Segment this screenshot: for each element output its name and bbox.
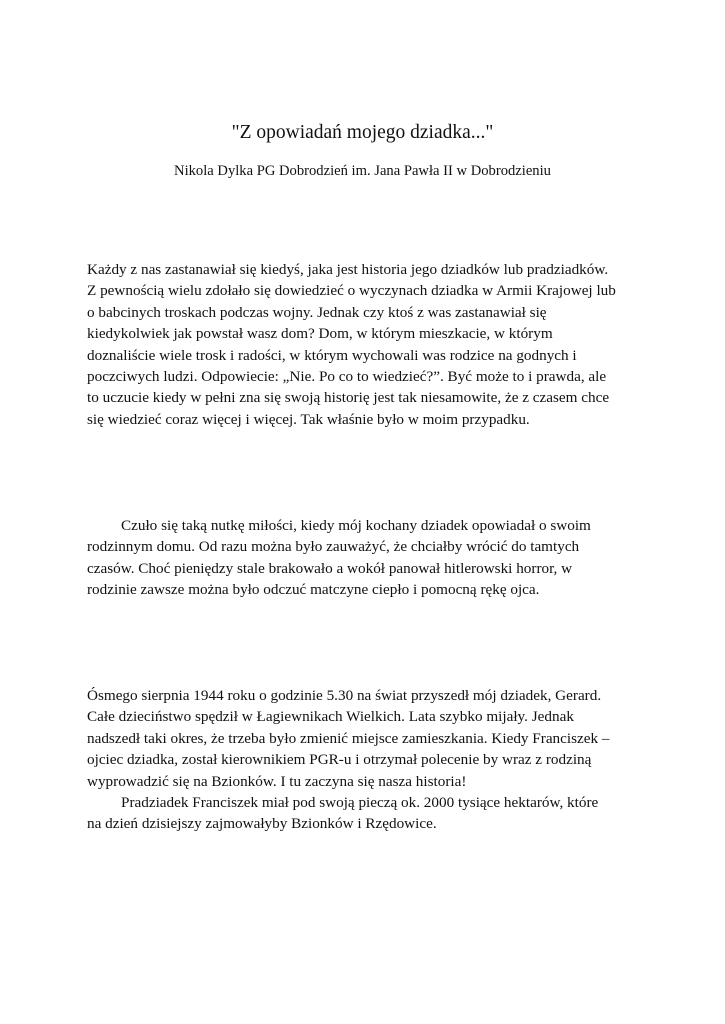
text-line: na dzień dzisiejszy zajmowałyby Bzionków i Rzędowice.	[87, 815, 437, 833]
author-line: Nikola Dylka PG Dobrodzień im. Jana Pawła II w Dobrodzieniu	[174, 163, 551, 179]
text-line: to uczucie kiedy w pełni zna się swoją historię jest tak niesamowite, że z czasem chce	[87, 389, 610, 407]
text-line: czasów. Choć pieniędzy stale brakowało a wokół panował hitlerowski horror, w	[87, 559, 573, 577]
text-line: poczciwych ludzi. Odpowiecie: „Nie. Po co to wiedzieć?”. Być może to i prawda, ale	[87, 368, 607, 386]
text-line: o babcinych troskach podczas wojny. Jednak czy ktoś z was zastanawiał się	[87, 303, 547, 321]
paragraph-history	[87, 685, 647, 835]
text-line: Każdy z nas zastanawiał się kiedyś, jaka jest historia jego dziadków lub pradziadków.	[87, 261, 609, 278]
paragraph-intro	[87, 259, 647, 430]
text-line: Ósmego sierpnia 1944 roku o godzinie 5.30 na świat przyszedł mój dziadek, Gerard.	[87, 687, 602, 704]
text-line: doznaliście wiele trosk i radości, w którym wychowali was rodzice na godnych i	[87, 346, 577, 364]
text-line: Całe dzieciństwo spędził w Łagiewnikach Wielkich. Lata szybko mijały. Jednak	[87, 708, 574, 726]
text-line: wyprowadzić się na Bzionków. I tu zaczyna się nasza historia!	[87, 772, 467, 790]
text-line: kiedykolwiek jak powstał wasz dom? Dom, w którym mieszkacie, w którym	[87, 325, 553, 343]
text-line: Z pewnością wielu zdołało się dowiedzieć o wyczynach dziadka w Armii Krajowej lub	[87, 282, 616, 300]
text-line: się wiedzieć coraz więcej i więcej. Tak właśnie było w moim przypadku.	[87, 410, 530, 428]
text-line: Czuło się taką nutkę miłości, kiedy mój kochany dziadek opowiadał o swoim	[121, 517, 591, 534]
text-line: nadszedł taki okres, że trzeba było zmienić miejsce zamieszkania. Kiedy Franciszek –	[87, 729, 610, 747]
text-line: ojciec dziadka, został kierownikiem PGR-u i otrzymał polecenie by wraz z rodziną	[87, 751, 592, 769]
text-line: rodzinie zawsze można było odczuć matczyne ciepło i pomocną rękę ojca.	[87, 581, 540, 599]
paragraph-memories	[87, 515, 647, 601]
document-title: "Z opowiadań mojego dziadka..."	[231, 122, 494, 143]
text-line: rodzinnym domu. Od razu można było zauważyć, że chciałby wrócić do tamtych	[87, 538, 580, 556]
text-line: Pradziadek Franciszek miał pod swoją pieczą ok. 2000 tysiące hektarów, które	[121, 794, 599, 812]
